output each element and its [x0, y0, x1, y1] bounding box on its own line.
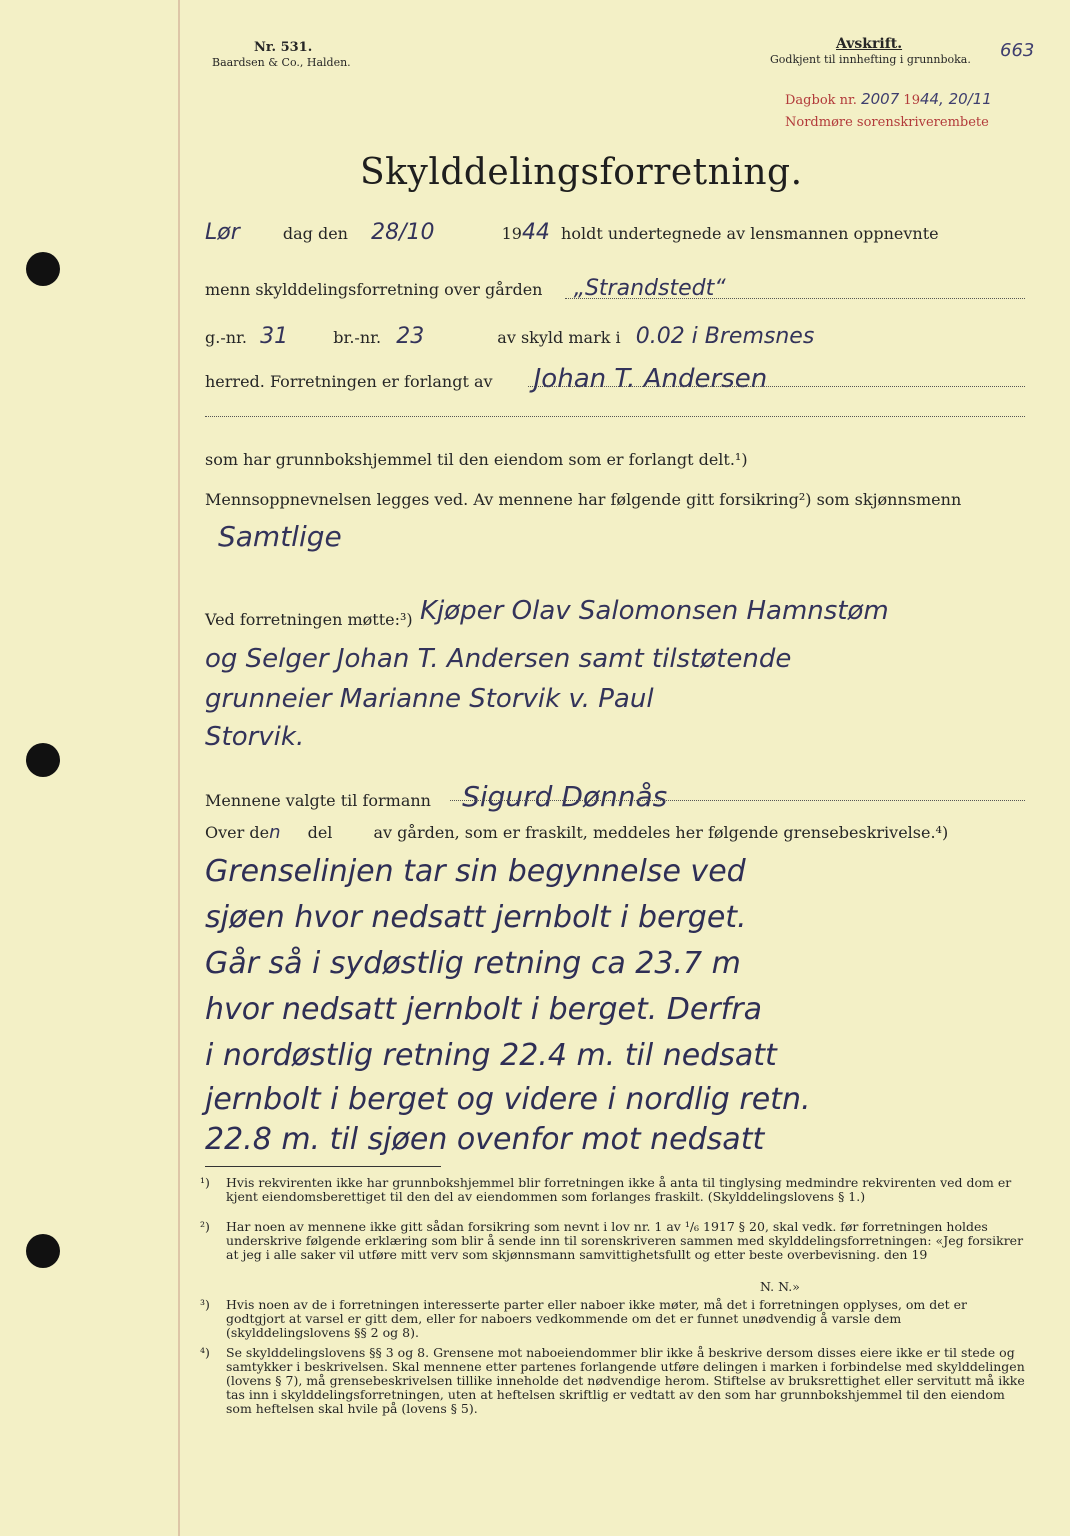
formann-handwritten: Sigurd Dønnås — [462, 780, 668, 813]
gnr-label: g.-nr. — [205, 328, 248, 347]
over-label-b: del — [307, 823, 333, 842]
page-number: 663 — [1000, 40, 1035, 61]
over-label-a: Over de — [205, 823, 270, 842]
formann-fill-line — [450, 800, 1025, 801]
binder-hole-bottom — [26, 1234, 60, 1268]
over-handwritten: n — [269, 822, 281, 843]
mote-hand-1: Kjøper Olav Salomonsen Hamnstøm — [420, 596, 889, 626]
footnote-1 — [200, 1176, 1030, 1204]
requester-fill-line-2 — [205, 416, 1025, 417]
description-line-7: 22.8 m. til sjøen ovenfor mot nedsatt — [205, 1122, 765, 1157]
footnote-3 — [200, 1298, 1030, 1340]
footnote-2-mark: ²) — [200, 1219, 210, 1234]
description-line-2: sjøen hvor nedsatt jernbolt i berget. — [205, 900, 747, 935]
requester-handwritten: Johan T. Andersen — [533, 364, 768, 394]
footnote-4-mark: ⁴) — [200, 1345, 210, 1360]
form-header-left — [212, 40, 351, 70]
weekday-handwritten: Lør — [205, 220, 240, 245]
footnote-3-text: Hvis noen av de i forretningen interesserte parter eller naboer ikke møter, må det i forretningen opplyses, om det er godtgjort at varsel er gitt dem, eller for naboers vedkommende om det er funnet unødvendig å varsle dem (skylddelingslovens §§ 2 og 8). — [226, 1297, 968, 1340]
year-prefix: 19 — [501, 224, 522, 243]
requester-fill-line — [528, 386, 1025, 387]
year-handwritten: 44 — [521, 220, 550, 245]
hjemmel-text: som har grunnbokshjemmel til den eiendom som er forlangt delt.¹) — [205, 450, 748, 469]
day-label: dag den — [282, 224, 348, 243]
description-line-1: Grenselinjen tar sin begynnelse ved — [205, 854, 746, 889]
dagbok-year-prefix: 19 — [903, 93, 920, 108]
farm-label: menn skylddelingsforretning over gården — [205, 280, 543, 299]
binder-hole-middle — [26, 743, 60, 777]
publisher: Baardsen & Co., Halden. — [212, 56, 351, 69]
date-handwritten: 28/10 — [371, 220, 435, 245]
bnr-label: br.-nr. — [333, 328, 382, 347]
footnote-signature — [760, 1280, 960, 1294]
skyld-label: av skyld mark i — [497, 328, 621, 347]
footnote-1-mark: ¹) — [200, 1175, 210, 1190]
footnote-3-mark: ³) — [200, 1297, 210, 1312]
bnr-handwritten: 23 — [396, 324, 425, 349]
approval-note: Godkjent til innhefting i grunnboka. — [770, 53, 971, 66]
dagbok-label: Dagbok nr. — [785, 93, 857, 108]
line1-text: holdt undertegnede av lensmannen oppnevnte — [561, 224, 939, 243]
mote-label: Ved forretningen møtte:³) — [205, 610, 413, 629]
over-line — [205, 822, 948, 843]
over-label-c: av gården, som er fraskilt, meddeles her følgende grensebeskrivelse.⁴) — [373, 823, 949, 842]
description-line-3: Går så i sydøstlig retning ca 23.7 m — [205, 946, 741, 981]
skyld-handwritten: 0.02 i Bremsnes — [635, 324, 815, 349]
dagbok-number: 2007 — [861, 90, 900, 108]
office-name: Nordmøre sorenskriverembete — [785, 115, 989, 130]
mote-hand-2: og Selger Johan T. Andersen samt tilstøtende — [205, 644, 792, 674]
formann-line — [205, 780, 667, 813]
herred-label: herred. Forretningen er forlangt av — [205, 372, 493, 391]
gnr-handwritten: 31 — [260, 324, 289, 349]
form-header-right — [770, 36, 971, 68]
requester-line — [205, 364, 767, 394]
formann-label: Mennene valgte til formann — [205, 791, 431, 810]
description-line-4: hvor nedsatt jernbolt i berget. Derfra — [205, 992, 762, 1027]
farm-fill-line — [565, 298, 1025, 299]
description-line-5: i nordøstlig retning 22.4 m. til nedsatt — [205, 1038, 777, 1073]
mote-hand-3: grunneier Marianne Storvik v. Paul — [205, 684, 654, 714]
footnote-2-text: Har noen av mennene ikke gitt sådan forsikring som nevnt i lov nr. 1 av ¹/₆ 1917 § 20, skal vedk. før forretningen holdes underskrive følgende erklæring som blir å sende inn til sorenskriveren sammen med skylddelingsforretningen: «Jeg forsikrer at jeg i alle saker vil utføre mitt verv som skjønnsmann samvittighetsfullt og etter beste overbevisning. den 19 — [226, 1219, 1024, 1262]
avskrift-label: Avskrift. — [836, 36, 903, 52]
farm-handwritten: „Strandstedt“ — [573, 276, 726, 301]
form-number: Nr. 531. — [254, 40, 313, 55]
registry-stamp — [785, 88, 992, 134]
date-line — [205, 220, 939, 245]
binder-hole-top — [26, 252, 60, 286]
forsikring-handwritten: Samtlige — [218, 520, 342, 553]
footnote-4 — [200, 1346, 1030, 1416]
footnote-1-text: Hvis rekvirenten ikke har grunnbokshjemmel blir forretningen ikke å anta til tinglysing medmindre rekvirenten ved dom er kjent eiendomsberettiget til den del av eiendommen som forlanges fraskilt. (Skylddelingslovens § 1.) — [226, 1175, 1012, 1204]
gnr-line — [205, 324, 814, 349]
margin-line — [178, 0, 180, 1536]
footnote-4-text: Se skylddelingslovens §§ 3 og 8. Grensene mot naboeiendommer blir ikke å beskrive dersom disses eiere ikke er til stede og samtykker i beskrivelsen. Skal mennene etter partenes forlangende utføre delingen i marken i forbindelse med skylddelingen (lovens § 7), må grensebeskrivelsen tillike inneholde det nødvendige herom. Stiftelse av bruksrettighet eller servitutt må ikke tas inn i skylddelingsforretningen, uten at heftelsen skriftlig er vedtatt av den som har grunnbokshjemmel til den eiendom som heftelsen skal hvile på (lovens § 5). — [226, 1345, 1025, 1416]
mote-hand-4: Storvik. — [205, 722, 305, 752]
description-line-6: jernbolt i berget og videre i nordlig retn. — [205, 1082, 811, 1117]
dagbok-year: 44, 20/11 — [919, 90, 992, 108]
footnote-signature-text: N. N.» — [760, 1279, 800, 1294]
document-title: Skylddelingsforretning. — [360, 152, 803, 193]
footnote-rule — [205, 1166, 441, 1167]
menn-text: Mennsoppnevnelsen legges ved. Av mennene har følgende gitt forsikring²) som skjønnsmenn — [205, 490, 962, 509]
footnote-2 — [200, 1220, 1030, 1262]
